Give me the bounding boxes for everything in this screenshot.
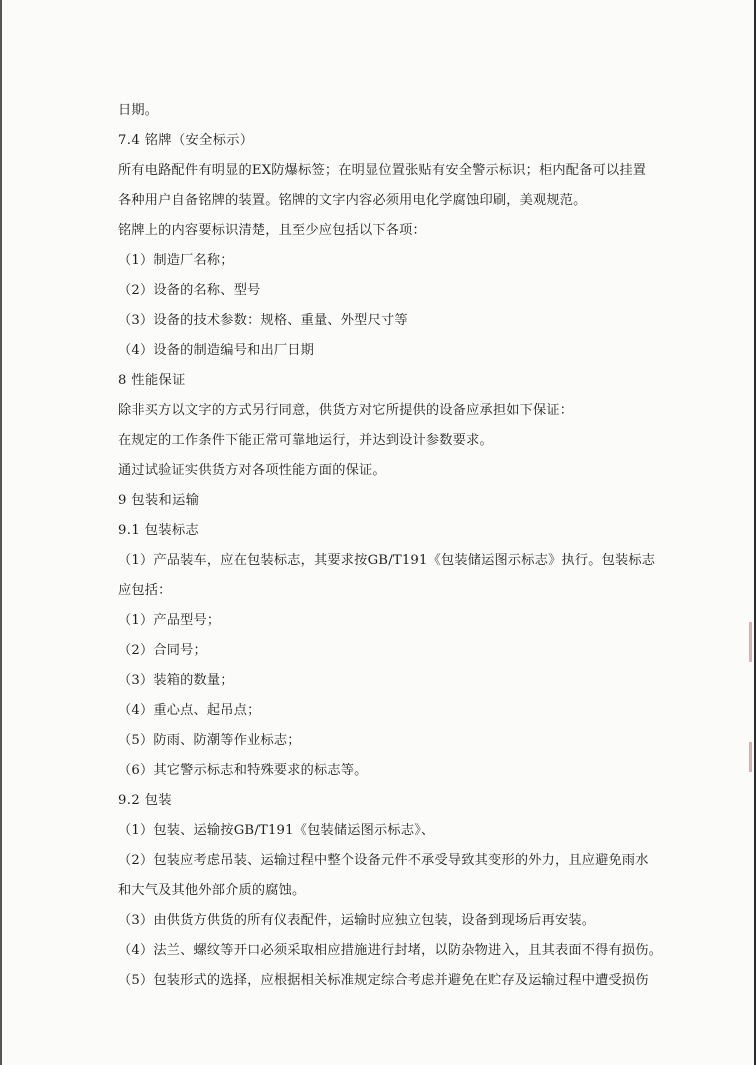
paragraph-line: 铭牌上的内容要标识清楚，且至少应包括以下各项： xyxy=(118,223,426,238)
paragraph-line: 和大气及其他外部介质的腐蚀。 xyxy=(118,883,306,898)
text-line: 日期。 xyxy=(118,103,159,118)
paragraph-line: 通过试验证实供货方对各项性能方面的保证。 xyxy=(118,463,386,478)
list-item: （1）包装、运输按GB/T191《包装储运图示标志》、 xyxy=(118,823,435,838)
list-item: （3）装箱的数量； xyxy=(118,673,234,688)
list-item: （4）重心点、起吊点； xyxy=(118,703,261,718)
list-item: （2）合同号； xyxy=(118,643,207,658)
section-heading: 9 包装和运输 xyxy=(118,493,200,508)
list-item: （1）制造厂名称； xyxy=(118,253,234,268)
section-heading: 8 性能保证 xyxy=(118,373,186,388)
scan-mark xyxy=(749,622,752,662)
list-item: （2）设备的名称、型号 xyxy=(118,283,261,298)
paragraph-line: 在规定的工作条件下能正常可靠地运行，并达到设计参数要求。 xyxy=(118,433,493,448)
list-item: （3）由供货方供货的所有仪表配件，运输时应独立包装，设备到现场后再安装。 xyxy=(118,913,596,928)
section-heading: 7.4 铭牌（安全标示） xyxy=(118,133,254,148)
list-item: （2）包装应考虑吊装、运输过程中整个设备元件不承受导致其变形的外力，且应避免雨水 xyxy=(118,853,649,868)
list-item: （4）设备的制造编号和出厂日期 xyxy=(118,343,315,358)
list-item: （3）设备的技术参数：规格、重量、外型尺寸等 xyxy=(118,313,408,328)
document-body xyxy=(118,96,663,996)
subsection-heading: 9.2 包装 xyxy=(118,793,172,808)
list-item: （5）包装形式的选择，应根据相关标准规定综合考虑并避免在贮存及运输过程中遭受损伤 xyxy=(118,973,649,988)
paragraph-line: 各种用户自备铭牌的装置。铭牌的文字内容必须用电化学腐蚀印刷，美观规范。 xyxy=(118,193,587,208)
paragraph-line: 除非买方以文字的方式另行同意，供货方对它所提供的设备应承担如下保证： xyxy=(118,403,574,418)
subsection-heading: 9.1 包装标志 xyxy=(118,523,200,538)
list-item: （4）法兰、螺纹等开口必须采取相应措施进行封堵，以防杂物进入，且其表面不得有损伤。 xyxy=(118,943,663,958)
scan-mark xyxy=(749,742,752,772)
list-item: （1）产品装车，应在包装标志，其要求按GB/T191《包装储运图示标志》执行。包装标志 xyxy=(118,553,656,568)
paragraph-line: 应包括： xyxy=(118,583,172,598)
paragraph-line: 所有电路配件有明显的EX防爆标签；在明显位置张贴有安全警示标识；柜内配备可以挂置 xyxy=(118,163,647,178)
list-item: （6）其它警示标志和特殊要求的标志等。 xyxy=(118,763,368,778)
list-item: （5）防雨、防潮等作业标志； xyxy=(118,733,301,748)
scan-left-edge xyxy=(0,0,2,1065)
list-item: （1）产品型号； xyxy=(118,613,221,628)
